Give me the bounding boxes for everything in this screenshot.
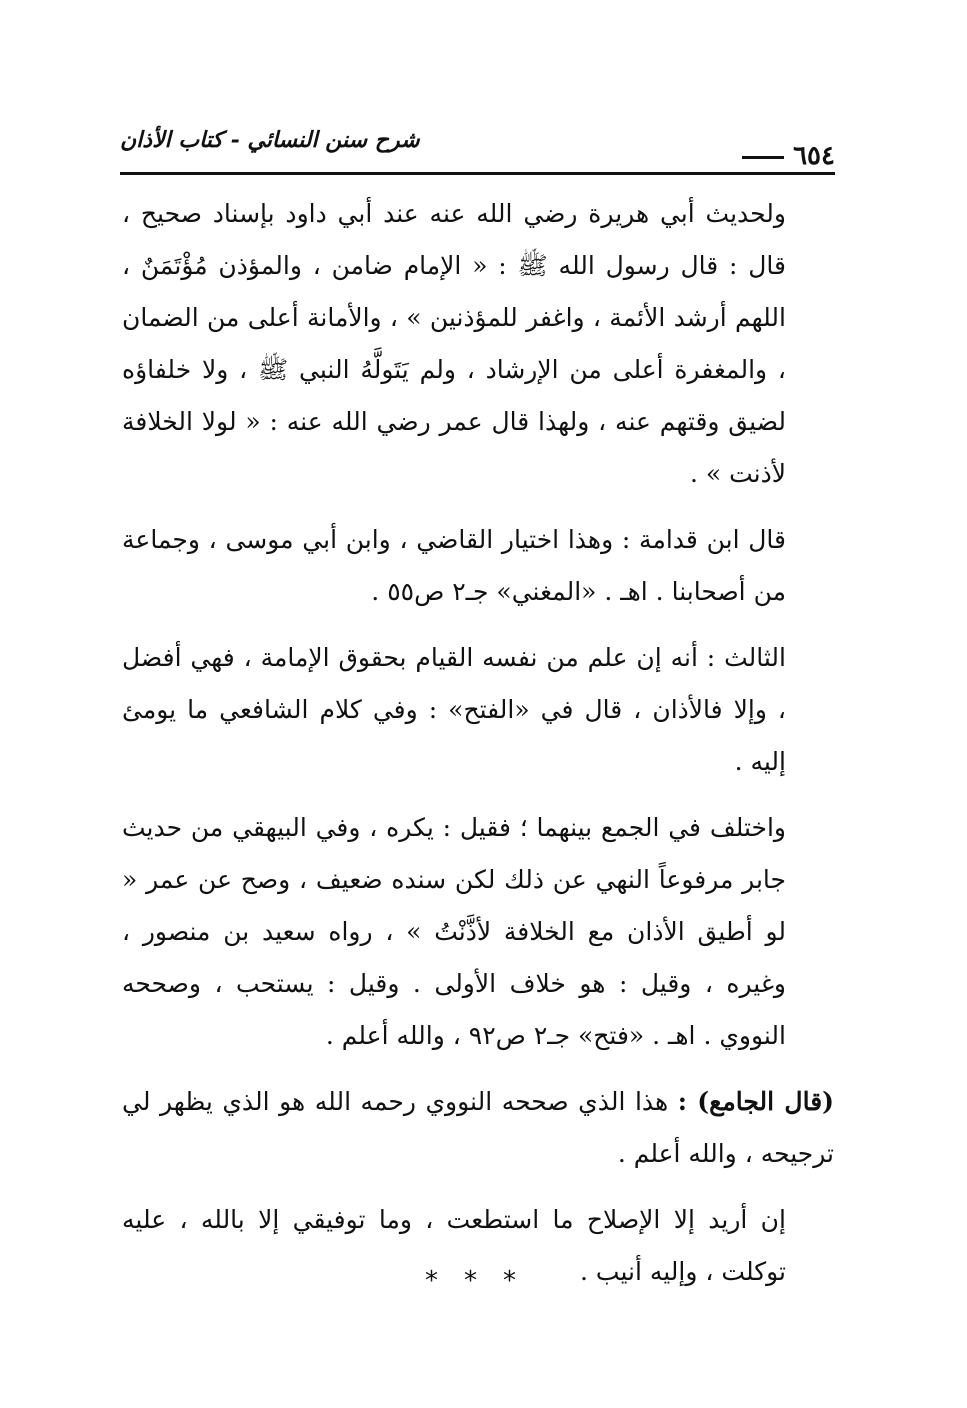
page-body xyxy=(122,188,834,1312)
paragraph-hadith-abu-hurayra: ولحديث أبي هريرة رضي الله عنه عند أبي داود بإسناد صحيح ، قال : قال رسول الله ﷺ : « الإمام ضامن ، والمؤذن مُؤْتَمَنٌ ، اللهم أرشد الأئمة ، واغفر للمؤذنين » ، والأمانة أعلى من الضمان ، والمغفرة أعلى من الإرشاد ، ولم يَتَولَّهُ النبي ﷺ ، ولا خلفاؤه لضيق وقتهم عنه ، ولهذا قال عمر رضي الله عنه : « لولا الخلافة لأذنت » . xyxy=(122,199,786,488)
header-dash xyxy=(742,156,784,159)
paragraph-ibn-qudama: قال ابن قدامة : وهذا اختيار القاضي ، وابن أبي موسى ، وجماعة من أصحابنا . اهـ . «المغني» جـ٢ ص٥٥ . xyxy=(122,525,786,606)
jami-label: (قال الجامع) : xyxy=(677,1087,834,1116)
paragraph-third-opinion: الثالث : أنه إن علم من نفسه القيام بحقوق الإمامة ، فهي أفضل ، وإلا فالأذان ، قال في «الفتح» : وفي كلام الشافعي ما يومئ إليه . xyxy=(122,643,786,776)
page-number-block xyxy=(732,141,835,171)
running-title: شرح سنن النسائي - كتاب الأذان xyxy=(120,127,420,153)
section-end-stars: *** xyxy=(425,1266,542,1296)
jami-text: هذا الذي صححه النووي رحمه الله هو الذي يظهر لي ترجيحه ، والله أعلم . xyxy=(122,1087,834,1168)
paragraph-disagreement: واختلف في الجمع بينهما ؛ فقيل : يكره ، وفي البيهقي من حديث جابر مرفوعاً النهي عن ذلك لكن سنده ضعيف ، وصح عن عمر « لو أطيق الأذان مع الخلافة لأذَّنْتُ » ، رواه سعيد بن منصور ، وغيره ، وقيل : هو خلاف الأولى . وقيل : يستحب ، وصححه النووي . اهـ . «فتح» جـ٢ ص٩٢ ، والله أعلم . xyxy=(122,813,786,1050)
page-header xyxy=(120,115,835,175)
paragraph-closing-dua: إن أريد إلا الإصلاح ما استطعت ، وما توفيقي إلا بالله ، عليه توكلت ، وإليه أنيب . xyxy=(122,1205,786,1286)
paragraph-jami xyxy=(122,1076,834,1180)
header-rule xyxy=(120,172,835,175)
page-number: ٦٥٤ xyxy=(793,141,835,171)
